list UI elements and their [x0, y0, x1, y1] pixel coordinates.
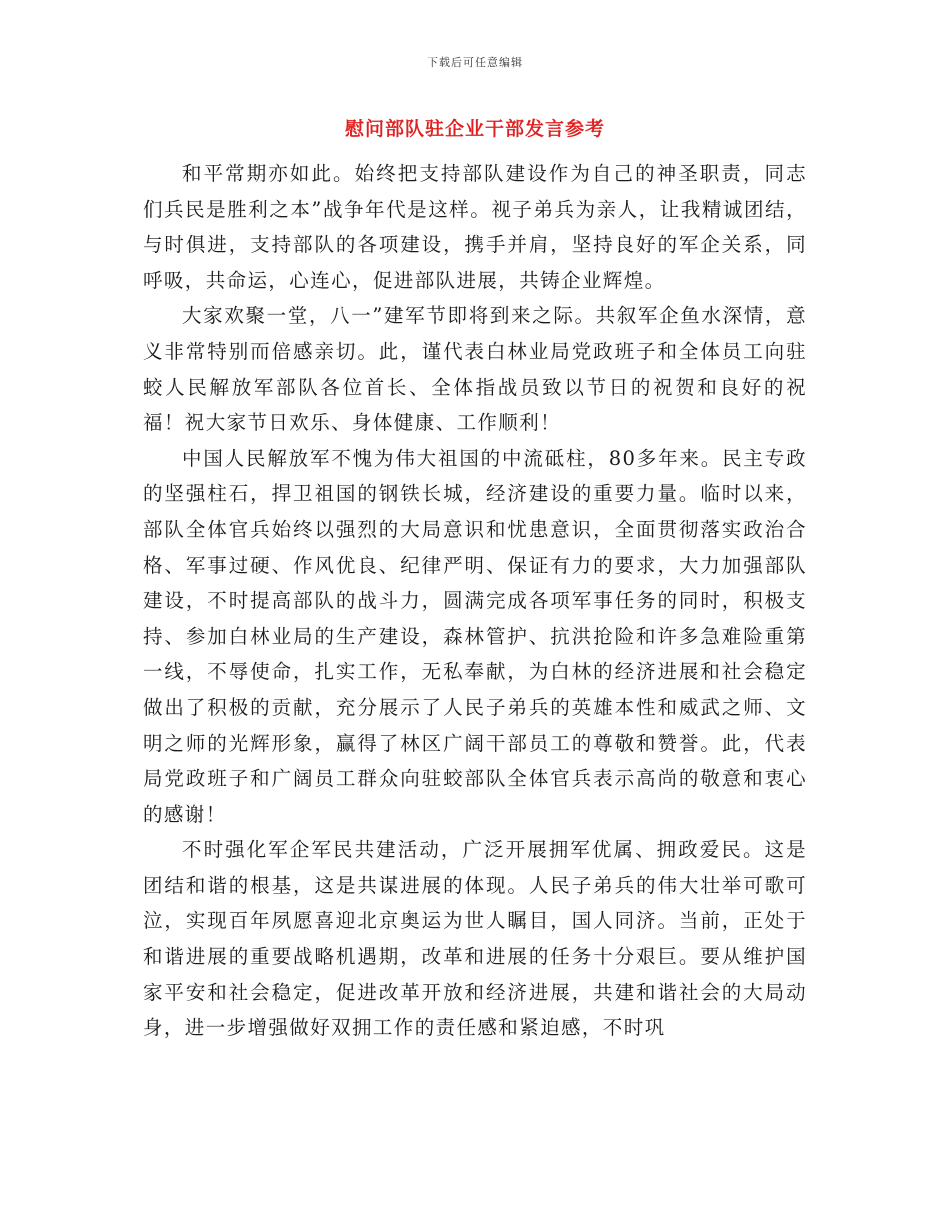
- paragraph-4: 不时强化军企军民共建活动，广泛开展拥军优属、拥政爱民。这是团结和谐的根基，这是共谋进展的体现。人民子弟兵的伟大壮举可歌可泣，实现百年夙愿喜迎北京奥运为世人瞩目，国人同济。当前，正处于和谐进展的重要战略机遇期，改革和进展的任务十分艰巨。要从维护国家平安和社会稳定，促进改革开放和经济进展，共建和谐社会的大局动身，进一步增强做好双拥工作的责任感和紧迫感，不时巩: [143, 838, 807, 1040]
- paragraph-1: 和平常期亦如此。始终把支持部队建设作为自己的神圣职责，同志们兵民是胜利之本”战争年代是这样。视子弟兵为亲人，让我精诚团结，与时俱进，支持部队的各项建设，携手并肩，坚持良好的军企关系，同呼吸，共命运，心连心，促进部队进展，共铸企业辉煌。: [143, 162, 807, 292]
- document-title: 慰问部队驻企业干部发言参考: [344, 118, 605, 140]
- document-body: [143, 156, 807, 1046]
- header-note: 下载后可任意编辑: [427, 56, 523, 69]
- paragraph-2: 大家欢聚一堂，八一”建军节即将到来之际。共叙军企鱼水深情，意义非常特别而倍感亲切。此，谨代表白林业局党政班子和全体员工向驻蛟人民解放军部队各位首长、全体指战员致以节日的祝贺和良好的祝福！祝大家节日欢乐、身体健康、工作顺利！: [143, 304, 807, 435]
- paragraph-3: 中国人民解放军不愧为伟大祖国的中流砥柱，80多年来。民主专政的坚强柱石，捍卫祖国的钢铁长城，经济建设的重要力量。临时以来，部队全体官兵始终以强烈的大局意识和忧患意识，全面贯彻落实政治合格、军事过硬、作风优良、纪律严明、保证有力的要求，大力加强部队建设，不时提高部队的战斗力，圆满完成各项军事任务的同时，积极支持、参加白林业局的生产建设，森林管护、抗洪抢险和许多急难险重第一线，不辱使命，扎实工作，无私奉献，为白林的经济进展和社会稳定做出了积极的贡献，充分展示了人民子弟兵的英雄本性和威武之师、文明之师的光辉形象，赢得了林区广阔干部员工的尊敬和赞誉。此，代表局党政班子和广阔员工群众向驻蛟部队全体官兵表示高尚的敬意和衷心的感谢！: [143, 446, 807, 826]
